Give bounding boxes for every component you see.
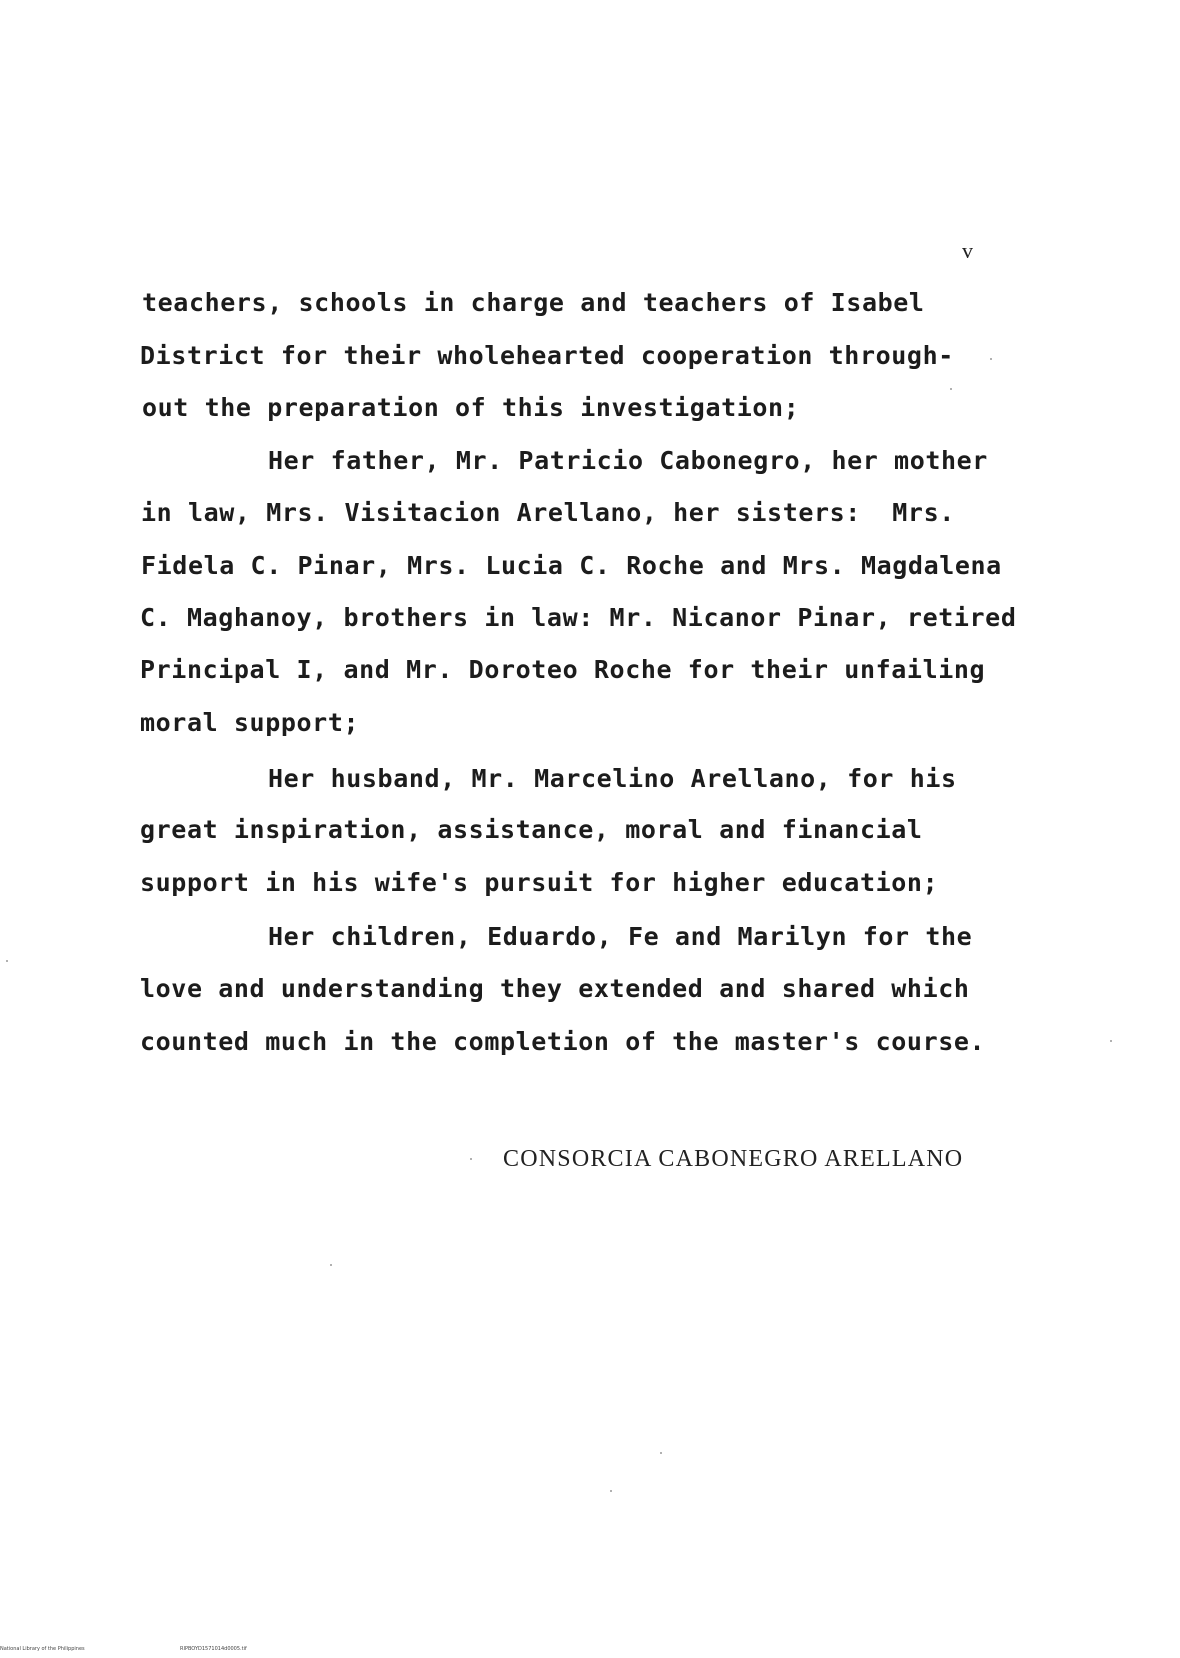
text-line: C. Maghanoy, brothers in law: Mr. Nicanor Pinar, retired xyxy=(140,603,1017,632)
scan-speck xyxy=(950,388,952,390)
text-line: in law, Mrs. Visitacion Arellano, her sisters: Mrs. xyxy=(141,498,955,527)
scan-speck xyxy=(470,1158,472,1160)
text-line: out the preparation of this investigation; xyxy=(142,393,800,422)
footer-library-credit: National Library of the Philippines xyxy=(0,1646,85,1652)
scan-speck xyxy=(660,1452,662,1454)
scan-speck xyxy=(1110,1040,1112,1042)
text-line: counted much in the completion of the master's course. xyxy=(140,1027,986,1056)
scan-speck xyxy=(330,1264,332,1266)
text-line: support in his wife's pursuit for higher education; xyxy=(140,868,939,897)
text-line: District for their wholehearted cooperation through- xyxy=(140,341,954,370)
scan-speck xyxy=(990,358,992,360)
text-line: Principal I, and Mr. Doroteo Roche for their unfailing xyxy=(140,655,986,684)
text-line: moral support; xyxy=(140,708,360,737)
text-line: Her husband, Mr. Marcelino Arellano, for his xyxy=(268,764,957,793)
signature-name: CONSORCIA CABONEGRO ARELLANO xyxy=(503,1146,964,1172)
footer-file-code: RIPBOYD1571014d0005.tif xyxy=(180,1646,247,1652)
text-line: teachers, schools in charge and teachers of Isabel xyxy=(142,288,925,317)
text-line: Her children, Eduardo, Fe and Marilyn for the xyxy=(268,922,973,951)
text-line: Her father, Mr. Patricio Cabonegro, her mother xyxy=(268,446,988,475)
page-number: v xyxy=(962,238,973,263)
text-line: great inspiration, assistance, moral and financial xyxy=(140,815,923,844)
text-line: Fidela C. Pinar, Mrs. Lucia C. Roche and Mrs. Magdalena xyxy=(141,551,1002,580)
text-line: love and understanding they extended and shared which xyxy=(140,974,970,1003)
scan-speck xyxy=(610,1490,612,1492)
scan-speck xyxy=(6,960,8,962)
